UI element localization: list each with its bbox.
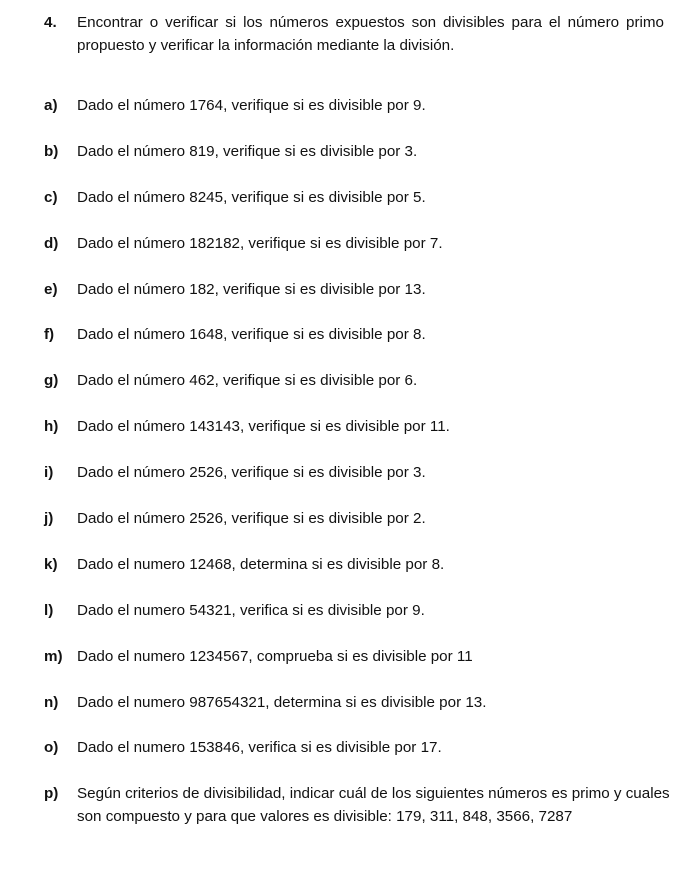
list-item-p: [44, 782, 670, 828]
item-label: i): [44, 464, 54, 482]
list-item-m: [44, 645, 670, 691]
list-item-e: [44, 278, 670, 324]
list-item-o: [44, 736, 670, 782]
item-text: Dado el número 182182, verifique si es divisible por 7.: [77, 234, 443, 252]
item-text: Dado el número 2526, verifique si es divisible por 2.: [77, 510, 426, 528]
item-text: Dado el número 143143, verifique si es divisible por 11.: [77, 418, 450, 436]
list-item-d: [44, 232, 670, 278]
item-list: [44, 94, 670, 828]
list-item-i: [44, 461, 670, 507]
question-text: Encontrar o verificar si los números expuestos son divisibles para el número primo propuesto y verificar la información mediante la división.: [77, 14, 664, 54]
item-label: m): [44, 647, 63, 665]
item-text: Dado el numero 1234567, comprueba si es divisible por 11: [77, 647, 473, 665]
question-4: [44, 11, 664, 57]
item-text: Dado el número 462, verifique si es divisible por 6.: [77, 372, 418, 390]
item-label: h): [44, 418, 59, 436]
list-item-b: [44, 140, 670, 186]
item-label: c): [44, 188, 58, 206]
list-item-j: [44, 507, 670, 553]
item-text: Según criterios de divisibilidad, indicar cuál de los siguientes números es primo y cuales son compuesto y para que valores es divisible: 179, 311, 848, 3566, 7287: [77, 785, 670, 826]
list-item-n: [44, 691, 670, 737]
list-item-g: [44, 369, 670, 415]
question-number: 4.: [44, 14, 57, 31]
item-label: g): [44, 372, 59, 390]
item-label: o): [44, 739, 59, 757]
list-item-h: [44, 415, 670, 461]
item-text: Dado el número 819, verifique si es divisible por 3.: [77, 142, 418, 160]
list-item-c: [44, 186, 670, 232]
item-label: b): [44, 142, 59, 160]
item-label: n): [44, 693, 59, 711]
item-text: Dado el numero 987654321, determina si es divisible por 13.: [77, 693, 487, 711]
list-item-k: [44, 553, 670, 599]
item-text: Dado el numero 153846, verifica si es divisible por 17.: [77, 739, 442, 757]
item-label: f): [44, 326, 55, 344]
item-text: Dado el número 1648, verifique si es divisible por 8.: [77, 326, 426, 344]
list-item-a: [44, 94, 670, 140]
item-text: Dado el numero 54321, verifica si es divisible por 9.: [77, 601, 425, 619]
item-label: e): [44, 280, 58, 298]
item-label: p): [44, 785, 59, 803]
item-label: a): [44, 97, 58, 114]
list-item-l: [44, 599, 670, 645]
item-text: Dado el numero 12468, determina si es divisible por 8.: [77, 555, 445, 573]
item-text: Dado el número 8245, verifique si es divisible por 5.: [77, 188, 426, 206]
item-text: Dado el número 2526, verifique si es divisible por 3.: [77, 464, 426, 482]
item-label: k): [44, 555, 58, 573]
list-item-f: [44, 323, 670, 369]
item-label: j): [44, 510, 54, 528]
item-text: Dado el número 182, verifique si es divisible por 13.: [77, 280, 426, 298]
item-label: d): [44, 234, 59, 252]
item-label: l): [44, 601, 54, 619]
item-text: Dado el número 1764, verifique si es divisible por 9.: [77, 97, 426, 114]
